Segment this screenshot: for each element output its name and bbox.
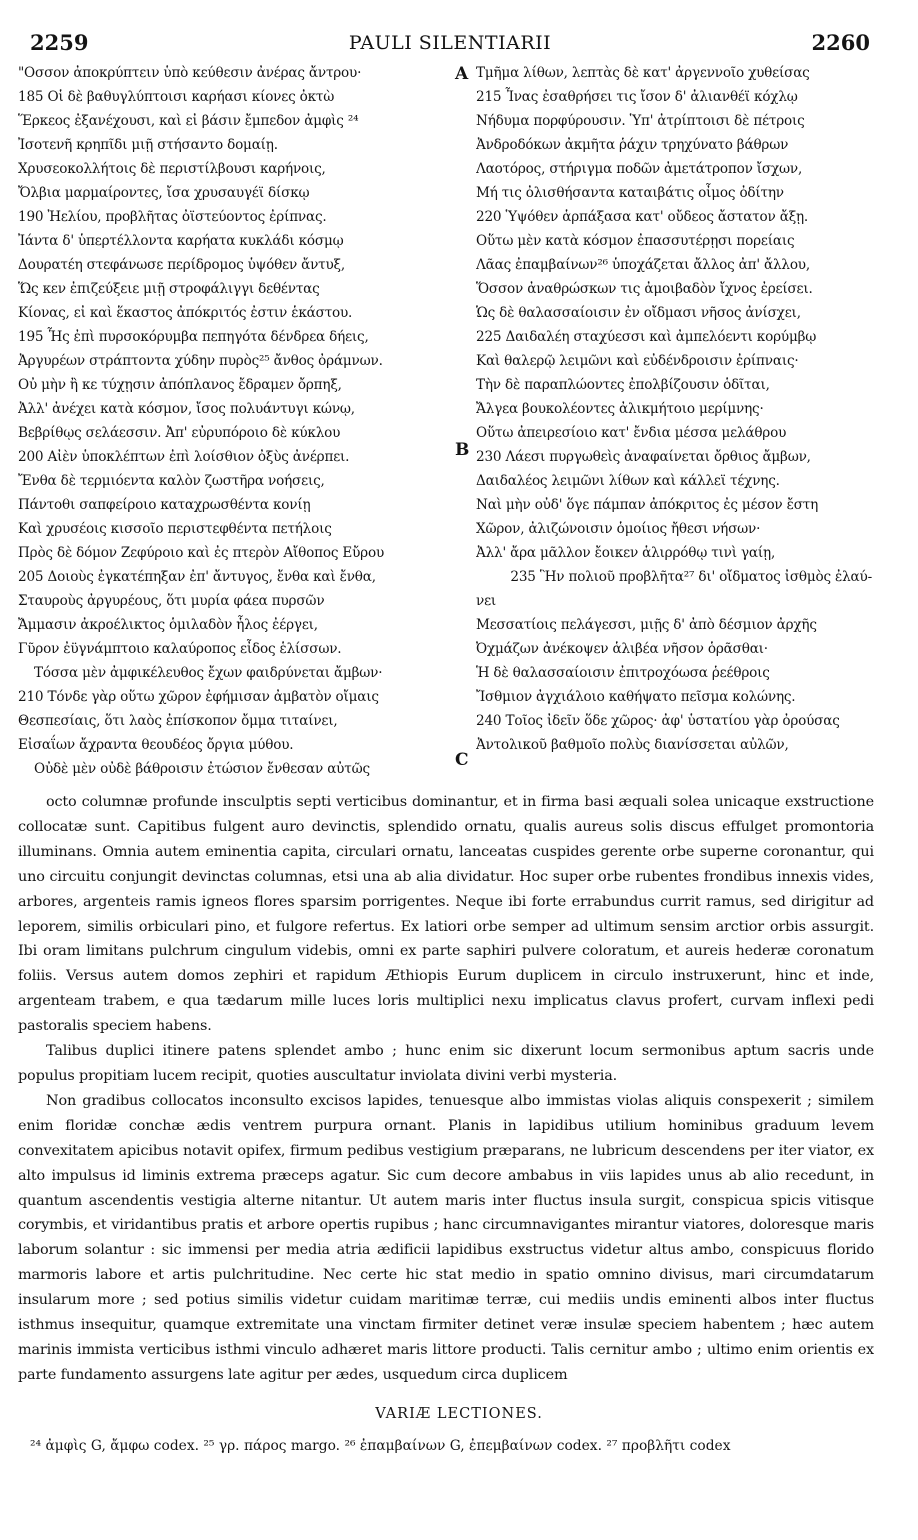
verse-line: 230 Λάεσι πυργωθεὶς ἀναφαίνεται ὄρθιος ἄμβων, — [476, 449, 811, 465]
verse-line: Ἀλλ' ἀνέχει κατὰ κόσμον, ἴσος πολυάντυγι κώνῳ, — [18, 401, 355, 417]
verse-line: 195 Ἧς ἐπὶ πυρσοκόρυμβα πεπηγότα δένδρεα δήεις, — [18, 329, 369, 345]
running-title: PAULI SILENTIARII — [348, 32, 552, 54]
verse-line: Χρυσεοκολλήτοις δὲ περιστίλβουσι καρήνοις, — [18, 161, 326, 177]
verse-line: Ἀντολικοῦ βαθμοῖο πολὺς διανίσσεται αὐλῶν, — [476, 737, 789, 753]
verse-line: Ἀλλ' ἄρα μᾶλλον ἔοικεν ἁλιρρόθῳ τινὶ γαίῃ, — [476, 545, 776, 561]
verse-line: 220 Ὑψόθεν ἁρπάξασα κατ' οὔδεος ἄστατον ἄξῃ. — [476, 209, 809, 225]
verse-line: Ὅσσον ἀναθρώσκων τις ἀμοιβαδὸν ἴχνος ἐρείσει. — [476, 281, 813, 297]
verse-line: Χῶρον, ἀλιζώνοισιν ὁμοίιος ἤθεσι νήσων· — [476, 521, 761, 537]
latin-translation — [18, 790, 874, 1388]
variae-lectiones-notes: ²⁴ ἀμφὶς G, ἄμφω codex. ²⁵ γρ. πάρος margo. ²⁶ ἐπαμβαίνων G, ἐπεμβαίνων codex. ²⁷ προβλῆτι codex — [30, 1438, 731, 1454]
verse-line: Τόσσα μὲν ἀμφικέλευθος ἔχων φαιδρύνεται ἄμβων· — [34, 665, 383, 681]
verse-line: 240 Τοῖος ἰδεῖν ὅδε χῶρος· ἀφ' ὑστατίου γὰρ ὀρούσας — [476, 713, 840, 729]
verse-line-continuation: 235 Ἣν πολιοῦ προβλῆτα²⁷ δι' οἴδματος ἰσθμὸς ἐλαύ- — [510, 569, 872, 585]
verse-line: 205 Δοιοὺς ἐγκατέπηξαν ἐπ' ἄντυγος, ἔνθα καὶ ἔνθα, — [18, 569, 376, 585]
page-number-right: 2260 — [811, 30, 870, 55]
verse-line: Λαοτόρος, στήριγμα ποδῶν ἀμετάτροπον ἴσχων, — [476, 161, 803, 177]
verse-line: Οὐ μὴν ἢ κε τύχῃσιν ἀπόπλανος ἔδραμεν ὄρπηξ, — [18, 377, 342, 393]
margin-letter-a: A — [455, 64, 469, 84]
verse-line: Τμῆμα λίθων, λεπτὰς δὲ κατ' ἀργεννοῖο χυθείσας — [476, 65, 810, 81]
running-header — [30, 30, 870, 54]
verse-line: Μή τις ὀλισθήσαντα καταιβάτις οἶμος ὀδίτην — [476, 185, 784, 201]
verse-line: Ἴσθμιον ἀγχιάλοιο καθήψατο πεῖσμα κολώνης. — [476, 689, 796, 705]
verse-line: Ἰσοτενῆ κρηπῖδι μιῇ στήσαντο δομαίῃ. — [18, 137, 278, 153]
greek-column-left — [18, 61, 438, 781]
verse-line: Ἰάντα δ' ὑπερτέλλοντα καρήατα κυκλάδι κόσμῳ — [18, 233, 344, 249]
verse-line: Δαιδαλέος λειμῶνι λίθων καὶ κάλλεϊ τέχνης. — [476, 473, 780, 489]
verse-line: Οὐδὲ μὲν οὐδὲ βάθροισιν ἐτώσιον ἔνθεσαν αὐτῶς — [34, 761, 370, 777]
verse-line: Θεσπεσίαις, ὅτι λαὸς ἐπίσκοπον ὄμμα τιταίνει, — [18, 713, 338, 729]
verse-line: Ὀχμάζων ἀνέκοψεν ἁλιβέα νῆσον ὁρᾶσθαι· — [476, 641, 768, 657]
verse-line: Σταυροὺς ἀργυρέους, ὅτι μυρία φάεα πυρσῶν — [18, 593, 325, 609]
page-number-left: 2259 — [30, 30, 89, 55]
verse-line: 185 Οἱ δὲ βαθυγλύπτοισι καρήασι κίονες ὀκτὼ — [18, 89, 335, 105]
margin-letter-c: C — [455, 750, 469, 770]
verse-line: 190 Ἠελίου, προβλῆτας ὀϊστεύοντος ἐρίπνας. — [18, 209, 327, 225]
margin-letter-b: B — [455, 440, 470, 460]
verse-line: Ἀργυρέων στράπτοντα χύδην πυρὸς²⁵ ἄνθος ὀράμνων. — [18, 353, 383, 369]
greek-column-right — [476, 61, 876, 781]
verse-line: Τὴν δὲ παραπλώοντες ἐπολβίζουσιν ὁδῖται, — [476, 377, 770, 393]
verse-line: Κίονας, εἰ καὶ ἕκαστος ἀπόκριτός ἐστιν ἑκάστου. — [18, 305, 353, 321]
verse-line: Εἰσαΐων ἄχραντα θεουδέος ὄργια μύθου. — [18, 737, 294, 753]
verse-line: 200 Αἰὲν ὑποκλέπτων ἐπὶ λοίσθιον ὀξὺς ἀνέρπει. — [18, 449, 350, 465]
verse-line: Μεσσατίοις πελάγεσσι, μιῇς δ' ἀπὸ δέσμιον ἀρχῆς — [476, 617, 817, 633]
latin-paragraph: octo columnæ profunde insculptis septi verticibus dominantur, et in firma basi æquali solea unicaque exstructione collocatæ sunt. Capitibus fulgent auro devinctis, splendido ornatu, qualis aureus solis discus effulget promontoria illuminans. Omnia autem eminentia capita, circulari ornatu, lanceatas cuspides gerente orbe superne coronantur, qui uno circuitu conjungit devinctas columnas, etsi una ab alia dividatur. Hoc super orbe rubentes frondibus innexis vides, arbores, argenteis ramis igneos flores sparsim porrigentes. Neque ibi forte errabundus currit ramus, sed dirigitur ad leporem, similis orbiculari pino, et fulgore refertus. Ex latiori orbe semper ad ultimum sensim arctior orbis assurgit. Ibi oram limitans pulchrum cingulum videbis, omni ex parte saphiri pulvere coloratum, et aureis hederæ coronatum foliis. Versus autem domos zephiri et rapidum Æthiopis Eurum duplicem in circulo instruxerunt, hinc et inde, argenteam trabem, e qua tædarum mille luces loris multiplici nexu implicatus clavus profert, curvam inflexi pedi pastoralis speciem habens. — [18, 794, 874, 1035]
verse-line: Καὶ χρυσέοις κισσοῖο περιστεφθέντα πετήλοις — [18, 521, 332, 537]
latin-paragraph: Talibus duplici itinere patens splendet ambo ; hunc enim sic dixerunt locum sermonibus aptum sacris unde populus propitiam lucem recipit, quoties auscultatur inviolata divini verbi mysteria. — [18, 1043, 874, 1084]
verse-line: Ὥς κεν ἐπιζεύξειε μιῇ στροφάλιγγι δεθέντας — [18, 281, 320, 297]
verse-line: Γῦρον ἐϋγνάμπτοιο καλαύροπος εἶδος ἑλίσσων. — [18, 641, 342, 657]
verse-line: νει — [476, 593, 497, 609]
verse-line: "Οσσον ἀποκρύπτειν ὑπὸ κεύθεσιν ἀνέρας ἄντρου· — [18, 65, 362, 81]
verse-line: Ἄμμασιν ἀκροέλικτος ὁμιλαδὸν ἧλος ἐέργει, — [18, 617, 318, 633]
verse-line: 225 Δαιδαλέη σταχύεσσι καὶ ἀμπελόεντι κορύμβῳ — [476, 329, 817, 345]
verse-line: Καὶ θαλερῷ λειμῶνι καὶ εὐδένδροισιν ἐρίπναις· — [476, 353, 799, 369]
verse-line: Ἡ δὲ θαλασσαίοισιν ἐπιτροχόωσα ῥεέθροις — [476, 665, 770, 681]
verse-line: Πάντοθι σαπφείροιο καταχρωσθέντα κονίῃ — [18, 497, 311, 513]
verse-line: Ναὶ μὴν οὐδ' ὅγε πάμπαν ἀπόκριτος ἐς μέσον ἔστη — [476, 497, 819, 513]
verse-line: Ἔνθα δὲ τερμιόεντα καλὸν ζωστῆρα νοήσεις, — [18, 473, 325, 489]
verse-line: Ἀνδροδόκων ἀκμῆτα ῥάχιν τρηχύνατο βάθρων — [476, 137, 789, 153]
verse-line: Δουρατέη στεφάνωσε περίδρομος ὑψόθεν ἄντυξ, — [18, 257, 345, 273]
verse-line: Νήδυμα πορφύρουσιν. Ὑπ' ἀτρίπτοισι δὲ πέτροις — [476, 113, 805, 129]
verse-line: Ὡς δὲ θαλασσαίοισιν ἐν οἴδμασι νῆσος ἀνίσχει, — [476, 305, 801, 321]
variae-lectiones-heading: VARIÆ LECTIONES. — [375, 1406, 543, 1422]
verse-line: Οὕτω ἀπειρεσίοιο κατ' ἔνδια μέσσα μελάθρου — [476, 425, 787, 441]
verse-line: Ἄλγεα βουκολέοντες ἀλικμήτοιο μερίμνης· — [476, 401, 764, 417]
verse-line: Πρὸς δὲ δόμον Ζεφύροιο καὶ ἐς πτερὸν Αἴθοπος Εὔρου — [18, 545, 385, 561]
verse-line: 215 Ἶνας ἐσαθρήσει τις ἴσον δ' ἀλιανθέϊ κόχλῳ — [476, 89, 798, 105]
verse-line: Λᾶας ἐπαμβαίνων²⁶ ὑποχάζεται ἄλλος ἀπ' ἄλλου, — [476, 257, 810, 273]
verse-line: Οὕτω μὲν κατὰ κόσμον ἐπασσυτέρῃσι πορείαις — [476, 233, 795, 249]
latin-paragraph: Non gradibus collocatos inconsulto excisos lapides, tenuesque albo immistas violas aliquis conspexerit ; similem enim floridæ conchæ ædis ventrem purpura ornant. Planis in lapidibus utilium hominibus graduum levem convexitatem apicibus notavit opifex, firmum pedibus vestigium præparans, ne lubricum descendens per iter viator, ex alto impulsus id liminis extrema præceps agatur. Sic cum decore ambabus in viis lapides unus ab alio recedunt, in quantum ascendentis vestigia alterne nitantur. Ut autem maris inter fluctus insula surgit, conspicua spicis vitisque corymbis, et viridantibus pratis et arbore opertis rupibus ; hanc circumnavigantes mirantur viatores, doloresque maris laborum solantur : sic immensi per media atria ædificii lapidibus exstructus videtur altus ambo, conspicuus florido marmoris labore et artis pulchritudine. Nec certe hic stat medio in spatio omnino divisus, mari circumdatarum insularum more ; sed potius similis videtur cuidam maritimæ terræ, cui mediis undis eminenti albos inter fluctus isthmus insequitur, quamque extremitate una vinctam firmiter detinet veræ insulæ speciem habentem ; hæc autem marinis immista verticibus isthmi vinculo adhæret maris littore producti. Talis cernitur ambo ; ultimo enim orientis ex parte fundamento assurgens late agitur per ædes, usquedum circa duplicem — [18, 1092, 874, 1383]
verse-line: Ὄλβια μαρμαίροντες, ἴσα χρυσαυγέϊ δίσκῳ — [18, 185, 310, 201]
verse-line: 210 Τόνδε γὰρ οὕτω χῶρον ἐφήμισαν ἀμβατὸν οἴμαις — [18, 689, 379, 705]
verse-line: Βεβρίθῳς σελάεσσιν. Ἀπ' εὐρυπόροιο δὲ κύκλου — [18, 425, 341, 441]
verse-line: Ἕρκεος ἐξανέχουσι, καὶ εἰ βάσιν ἔμπεδον ἀμφὶς ²⁴ — [18, 113, 359, 129]
